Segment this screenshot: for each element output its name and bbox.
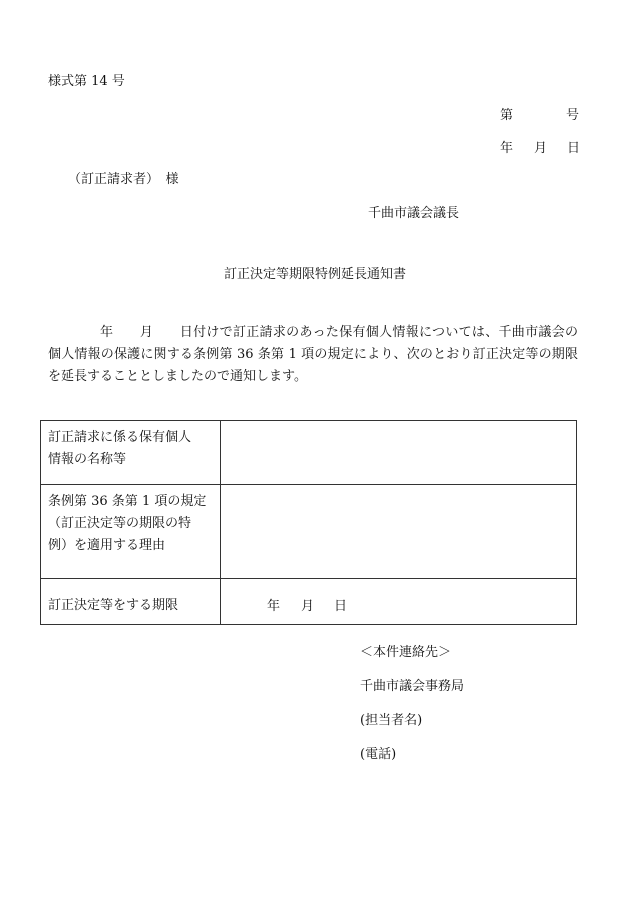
contact-person: (担当者名) — [360, 713, 423, 728]
row-label — [41, 421, 221, 485]
label-line: 例）を適用する理由 — [48, 538, 166, 553]
row-label — [41, 485, 221, 579]
contact-block — [360, 636, 464, 772]
label-line: 情報の名称等 — [48, 452, 127, 467]
body-paragraph: 年 月 日付けで訂正請求のあった保有個人情報については、千曲市議会の個人情報の保護に関する条例第 36 条第 1 項の規定により、次のとおり訂正決定等の期限を延長することとしましたので通知します。 — [48, 325, 578, 384]
sender-line: 千曲市議会議長 — [368, 206, 460, 221]
doc-number-suffix: 号 — [566, 108, 580, 123]
form-number: 様式第 14 号 — [48, 74, 125, 89]
date-year: 年 — [500, 141, 514, 156]
reason-cell[interactable] — [221, 485, 577, 579]
row-label: 訂正決定等をする期限 — [41, 579, 221, 625]
document-number — [500, 104, 580, 123]
info-table — [40, 420, 577, 625]
contact-office: 千曲市議会事務局 — [360, 679, 465, 694]
label-line: （訂正決定等の期限の特 — [48, 516, 192, 531]
date-day: 日 — [567, 141, 581, 156]
document-title: 訂正決定等期限特例延長通知書 — [223, 267, 406, 282]
recipient-line: （訂正請求者） 様 — [68, 172, 179, 187]
table-row — [41, 485, 577, 579]
deadline-month: 月 — [301, 599, 315, 614]
contact-heading: ＜本件連絡先＞ — [360, 645, 452, 660]
deadline-cell[interactable] — [221, 579, 577, 625]
doc-number-prefix: 第 — [500, 108, 514, 123]
label-line: 訂正請求に係る保有個人 — [48, 430, 192, 445]
table-row — [41, 421, 577, 485]
deadline-year: 年 — [267, 599, 281, 614]
deadline-day: 日 — [334, 599, 348, 614]
label-line: 条例第 36 条第 1 項の規定 — [48, 494, 207, 509]
table-row — [41, 579, 577, 625]
contact-phone: (電話) — [360, 747, 397, 762]
date-month: 月 — [534, 141, 548, 156]
record-name-cell[interactable] — [221, 421, 577, 485]
